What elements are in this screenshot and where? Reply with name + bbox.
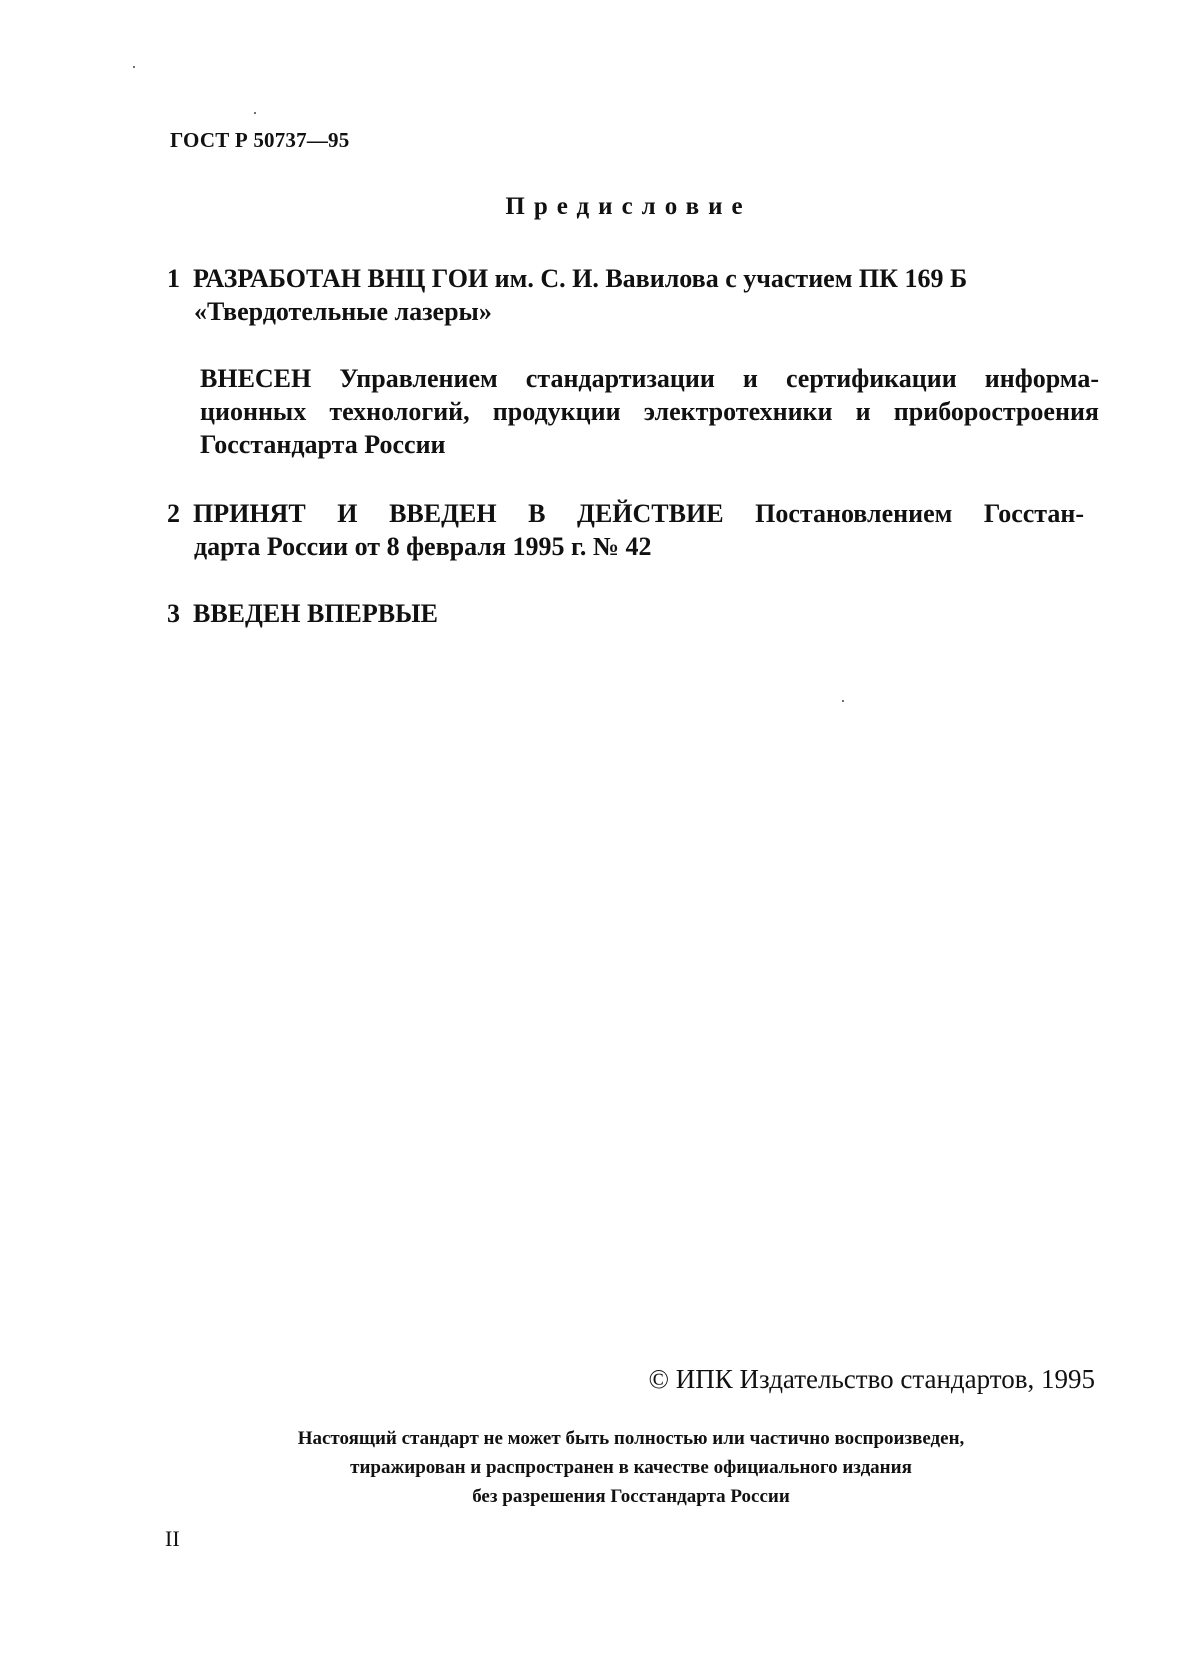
foreword-item-1: [167, 262, 1099, 328]
item-text-line: РАЗРАБОТАН ВНЦ ГОИ им. С. И. Вавилова с участием ПК 169 Б: [193, 264, 968, 293]
page-number: II: [165, 1526, 180, 1551]
notice-line: тиражирован и распространен в качестве официального издания: [350, 1457, 912, 1478]
foreword-item-3: [167, 597, 1099, 630]
item-text-line: ПРИНЯТ И ВВЕДЕН В ДЕЙСТВИЕ Постановлением Госстан-: [193, 499, 1084, 528]
page-title: Предисловие: [505, 193, 752, 220]
item-number: 2: [167, 499, 180, 528]
reproduction-notice: [0, 1424, 1187, 1511]
item-number: 3: [167, 599, 180, 628]
notice-line: без разрешения Госстандарта России: [472, 1486, 790, 1507]
scan-speck: [133, 66, 135, 68]
item-text-line: Госстандарта России: [200, 430, 446, 459]
item-text-line: ВНЕСЕН Управлением стандартизации и сертификации информа-: [200, 364, 1099, 393]
copyright-line: © ИПК Издательство стандартов, 1995: [648, 1364, 1095, 1394]
item-number: 1: [167, 264, 180, 293]
scan-speck: [254, 112, 256, 114]
item-text-line: «Твердотельные лазеры»: [194, 297, 492, 326]
foreword-item-1-submitted: [200, 362, 1099, 461]
notice-line: Настоящий стандарт не может быть полностью или частично воспроизведен,: [297, 1428, 965, 1449]
item-text-line: ционных технологий, продукции электротехники и приборостроения: [200, 397, 1099, 426]
item-text-line: ВВЕДЕН ВПЕРВЫЕ: [193, 599, 438, 628]
document-code: ГОСТ Р 50737—95: [170, 128, 350, 152]
item-text-line: дарта России от 8 февраля 1995 г. № 42: [194, 532, 652, 561]
scan-speck: [842, 700, 844, 702]
foreword-item-2: [167, 497, 1099, 563]
